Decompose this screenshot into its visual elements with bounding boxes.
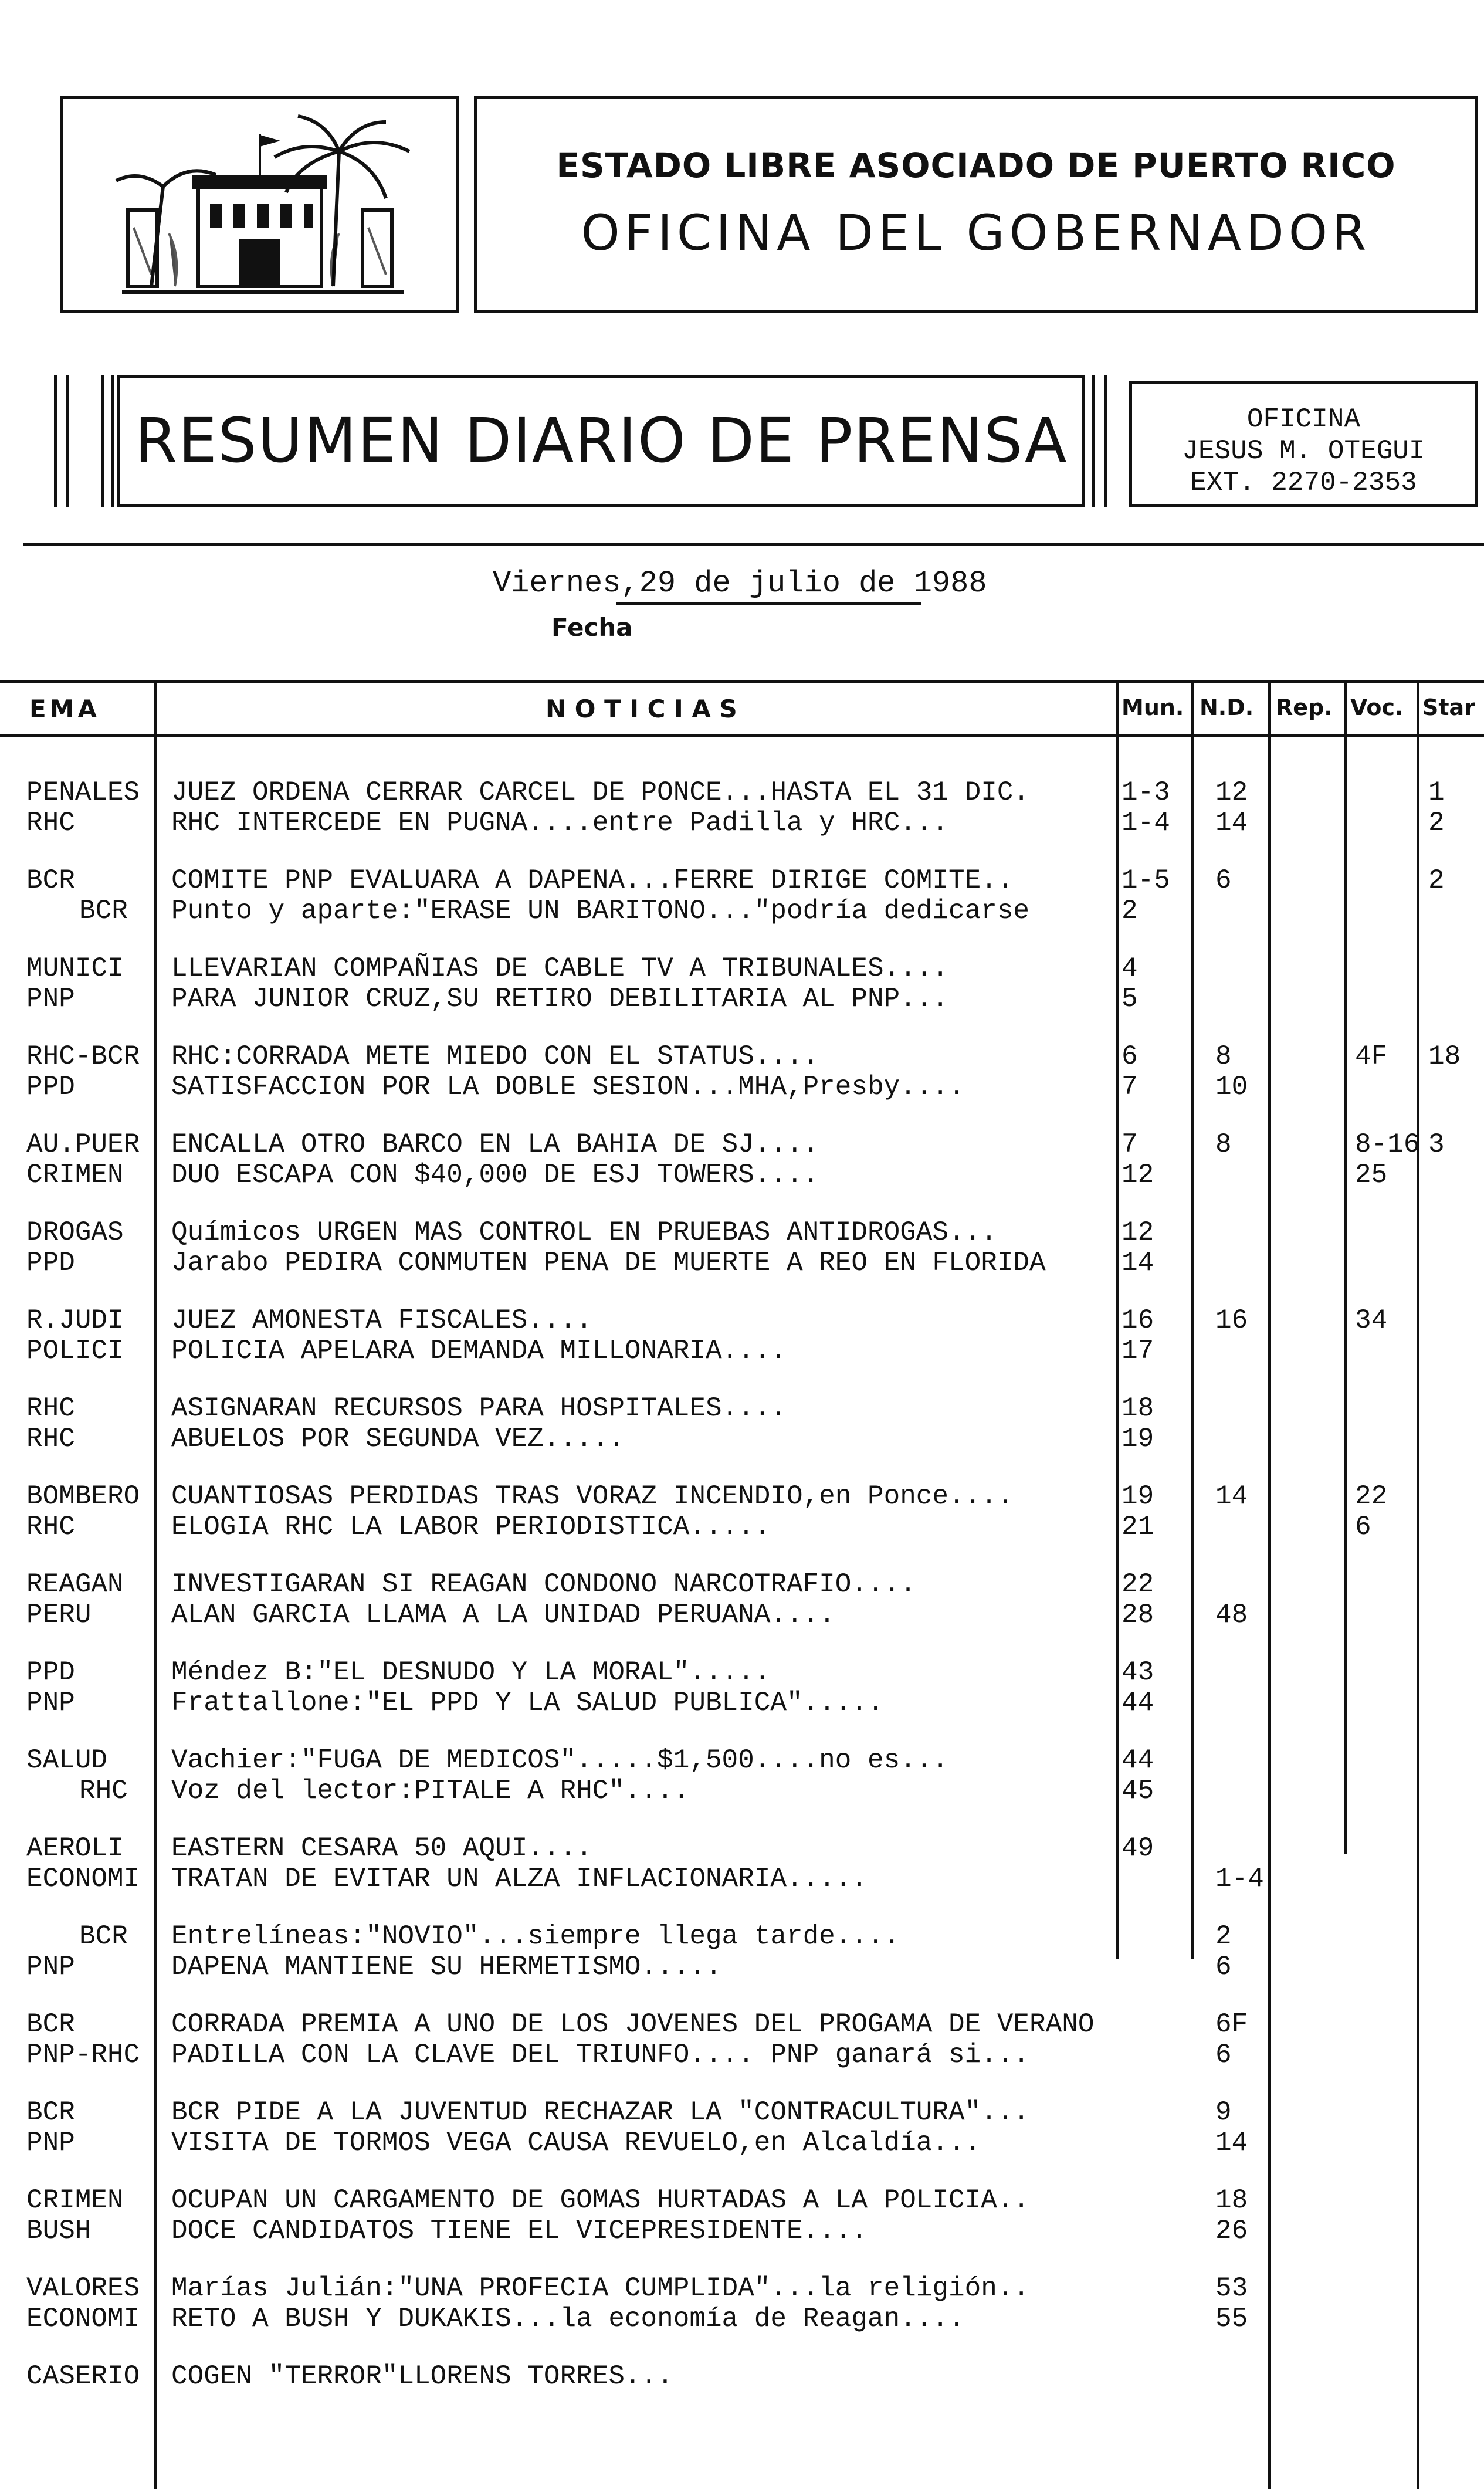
office-name: JESUS M. OTEGUI — [1182, 436, 1425, 466]
row-tema: PNP — [26, 1688, 75, 1718]
date-underline — [616, 602, 921, 605]
row-mun: 18 — [1122, 1393, 1154, 1424]
row-noticia: DOCE CANDIDATOS TIENE EL VICEPRESIDENTE.... — [171, 2216, 868, 2246]
table-row — [0, 1424, 1484, 1455]
row-mun: 2 — [1122, 896, 1138, 926]
banner-rule-left-3 — [101, 375, 104, 507]
banner-rule-left-2 — [66, 375, 69, 507]
row-nd: 1-4 — [1215, 1864, 1264, 1894]
row-nd: 6 — [1215, 1952, 1232, 1982]
row-tema: BCR — [26, 2009, 75, 2040]
row-tema: BCR — [79, 896, 128, 926]
table-row — [0, 1600, 1484, 1631]
row-tema: POLICI — [26, 1336, 124, 1366]
row-noticia: POLICIA APELARA DEMANDA MILLONARIA.... — [171, 1336, 787, 1366]
table-row — [0, 2216, 1484, 2247]
row-mun: 12 — [1122, 1160, 1154, 1190]
letterhead-line2: OFICINA DEL GOBERNADOR — [581, 204, 1371, 262]
row-noticia: Químicos URGEN MAS CONTROL EN PRUEBAS ANTIDROGAS... — [171, 1217, 997, 1248]
row-tema: ECONOMI — [26, 2304, 140, 2334]
table-row — [0, 2273, 1484, 2305]
row-noticia: VISITA DE TORMOS VEGA CAUSA REVUELO,en Alcaldía... — [171, 2128, 981, 2158]
row-nd: 10 — [1215, 1072, 1248, 1102]
row-nd: 18 — [1215, 2185, 1248, 2216]
row-mun: 4 — [1122, 953, 1138, 984]
row-tema: PNP-RHC — [26, 2040, 140, 2070]
row-mun: 7 — [1122, 1129, 1138, 1160]
row-mun: 17 — [1122, 1336, 1154, 1366]
row-mun: 28 — [1122, 1600, 1154, 1630]
table-row — [0, 1688, 1484, 1719]
row-mun: 19 — [1122, 1424, 1154, 1454]
row-nd: 14 — [1215, 808, 1248, 838]
row-noticia: Voz del lector:PITALE A RHC".... — [171, 1776, 690, 1806]
row-mun: 16 — [1122, 1305, 1154, 1336]
row-voc: 4F — [1355, 1041, 1388, 1072]
row-mun: 12 — [1122, 1217, 1154, 1248]
row-nd: 8 — [1215, 1041, 1232, 1072]
column-header-rep: Rep. — [1276, 695, 1333, 720]
row-noticia: COGEN "TERROR"LLORENS TORRES... — [171, 2361, 673, 2392]
row-nd: 6 — [1215, 865, 1232, 896]
row-noticia: TRATAN DE EVITAR UN ALZA INFLACIONARIA..... — [171, 1864, 868, 1894]
column-header-noticias: N O T I C I A S — [546, 695, 737, 723]
row-tema: RHC — [26, 1393, 75, 1424]
table-row — [0, 2009, 1484, 2041]
table-row — [0, 808, 1484, 839]
table-row — [0, 777, 1484, 809]
row-tema: CRIMEN — [26, 2185, 124, 2216]
row-noticia: RETO A BUSH Y DUKAKIS...la economía de Reagan.... — [171, 2304, 965, 2334]
row-tema: RHC — [26, 1424, 75, 1454]
row-voc: 6 — [1355, 1512, 1371, 1542]
row-tema: DROGAS — [26, 1217, 124, 1248]
row-noticia: Marías Julián:"UNA PROFECIA CUMPLIDA"...la religión.. — [171, 2273, 1030, 2304]
row-mun: 43 — [1122, 1657, 1154, 1688]
row-tema: SALUD — [26, 1745, 108, 1776]
row-noticia: Vachier:"FUGA DE MEDICOS".....$1,500....no es... — [171, 1745, 949, 1776]
table-row — [0, 1921, 1484, 1953]
row-noticia: ALAN GARCIA LLAMA A LA UNIDAD PERUANA.... — [171, 1600, 835, 1630]
row-noticia: PARA JUNIOR CRUZ,SU RETIRO DEBILITARIA AL PNP... — [171, 984, 949, 1014]
banner-rule-left-4 — [111, 375, 114, 507]
banner-rule-right-2 — [1104, 375, 1107, 507]
row-noticia: ABUELOS POR SEGUNDA VEZ..... — [171, 1424, 625, 1454]
table-row — [0, 1512, 1484, 1543]
row-noticia: Entrelíneas:"NOVIO"...siempre llega tarde.... — [171, 1921, 900, 1952]
table-row — [0, 1776, 1484, 1807]
column-header-voc: Voc. — [1350, 695, 1404, 720]
row-tema: ECONOMI — [26, 1864, 140, 1894]
row-tema: REAGAN — [26, 1569, 124, 1600]
column-header-nd: N.D. — [1200, 695, 1254, 720]
row-nd: 53 — [1215, 2273, 1248, 2304]
banner-rule-right-1 — [1092, 375, 1095, 507]
row-tema: PPD — [26, 1248, 75, 1278]
column-header-star: Star — [1422, 695, 1475, 720]
date-label: Fecha — [551, 613, 633, 642]
row-star: 2 — [1428, 808, 1445, 838]
row-tema: PNP — [26, 2128, 75, 2158]
table-row — [0, 1336, 1484, 1367]
row-noticia: ASIGNARAN RECURSOS PARA HOSPITALES.... — [171, 1393, 787, 1424]
row-noticia: SATISFACCION POR LA DOBLE SESION...MHA,Presby.... — [171, 1072, 965, 1102]
office-extension: EXT. 2270-2353 — [1190, 468, 1417, 498]
row-noticia: Méndez B:"EL DESNUDO Y LA MORAL"..... — [171, 1657, 771, 1688]
row-mun: 21 — [1122, 1512, 1154, 1542]
table-row — [0, 1657, 1484, 1689]
table-top-rule — [0, 680, 1484, 683]
row-tema: PNP — [26, 1952, 75, 1982]
row-star: 1 — [1428, 777, 1445, 808]
table-row — [0, 1481, 1484, 1513]
seal-frame — [60, 96, 459, 313]
table-row — [0, 953, 1484, 985]
row-tema: BOMBERO — [26, 1481, 140, 1512]
table-row — [0, 1393, 1484, 1425]
row-voc: 22 — [1355, 1481, 1388, 1512]
row-tema: AU.PUER — [26, 1129, 140, 1160]
header-divider — [23, 543, 1484, 546]
row-noticia: ELOGIA RHC LA LABOR PERIODISTICA..... — [171, 1512, 771, 1542]
row-tema: PPD — [26, 1072, 75, 1102]
row-tema: PENALES — [26, 777, 140, 808]
row-nd: 48 — [1215, 1600, 1248, 1630]
row-nd: 14 — [1215, 1481, 1248, 1512]
row-tema: VALORES — [26, 2273, 140, 2304]
table-row — [0, 2040, 1484, 2071]
row-star: 3 — [1428, 1129, 1445, 1160]
row-tema: CASERIO — [26, 2361, 140, 2392]
title-box — [117, 375, 1085, 507]
row-mun: 44 — [1122, 1688, 1154, 1718]
row-noticia: EASTERN CESARA 50 AQUI.... — [171, 1833, 592, 1864]
row-mun: 1-5 — [1122, 865, 1170, 896]
office-box — [1129, 381, 1478, 507]
table-row — [0, 2128, 1484, 2159]
table-row — [0, 1952, 1484, 1983]
row-tema: MUNICI — [26, 953, 124, 984]
row-noticia: Jarabo PEDIRA CONMUTEN PENA DE MUERTE A REO EN FLORIDA — [171, 1248, 1046, 1278]
row-tema: CRIMEN — [26, 1160, 124, 1190]
table-row — [0, 896, 1484, 927]
row-mun: 5 — [1122, 984, 1138, 1014]
row-tema: PERU — [26, 1600, 92, 1630]
banner-rule-left-1 — [54, 375, 57, 507]
row-noticia: PADILLA CON LA CLAVE DEL TRIUNFO.... PNP ganará si... — [171, 2040, 1030, 2070]
table-row — [0, 1864, 1484, 1895]
row-star: 2 — [1428, 865, 1445, 896]
row-tema: RHC — [79, 1776, 128, 1806]
table-row — [0, 1160, 1484, 1191]
column-header-tema: EMA — [29, 695, 100, 723]
row-mun: 6 — [1122, 1041, 1138, 1072]
table-row — [0, 1248, 1484, 1279]
row-mun: 1-3 — [1122, 777, 1170, 808]
table-row — [0, 2185, 1484, 2217]
table-row — [0, 2097, 1484, 2129]
row-noticia: BCR PIDE A LA JUVENTUD RECHAZAR LA "CONTRACULTURA"... — [171, 2097, 1030, 2128]
row-tema: PPD — [26, 1657, 75, 1688]
row-nd: 16 — [1215, 1305, 1248, 1336]
row-noticia: RHC:CORRADA METE MIEDO CON EL STATUS.... — [171, 1041, 819, 1072]
row-mun: 49 — [1122, 1833, 1154, 1864]
table-row — [0, 1833, 1484, 1865]
row-nd: 55 — [1215, 2304, 1248, 2334]
row-noticia: Punto y aparte:"ERASE UN BARITONO..."podría dedicarse — [171, 896, 1030, 926]
table-row — [0, 1745, 1484, 1777]
row-nd: 6F — [1215, 2009, 1248, 2040]
fortaleza-seal-image — [63, 99, 456, 310]
row-tema: BUSH — [26, 2216, 92, 2246]
row-noticia: ENCALLA OTRO BARCO EN LA BAHIA DE SJ.... — [171, 1129, 819, 1160]
row-tema: BCR — [26, 865, 75, 896]
row-noticia: LLEVARIAN COMPAÑIAS DE CABLE TV A TRIBUNALES.... — [171, 953, 949, 984]
table-row — [0, 865, 1484, 897]
row-noticia: CUANTIOSAS PERDIDAS TRAS VORAZ INCENDIO,en Ponce.... — [171, 1481, 1014, 1512]
row-mun: 14 — [1122, 1248, 1154, 1278]
row-tema: R.JUDI — [26, 1305, 124, 1336]
table-row — [0, 2304, 1484, 2335]
row-noticia: COMITE PNP EVALUARA A DAPENA...FERRE DIRIGE COMITE.. — [171, 865, 1014, 896]
table-header-rule — [0, 734, 1484, 737]
table-row — [0, 2361, 1484, 2393]
row-noticia: Frattallone:"EL PPD Y LA SALUD PUBLICA"..... — [171, 1688, 884, 1718]
row-nd: 8 — [1215, 1129, 1232, 1160]
row-tema: PNP — [26, 984, 75, 1014]
column-header-mun: Mun. — [1122, 695, 1184, 720]
letterhead-title-box — [474, 96, 1478, 313]
row-mun: 45 — [1122, 1776, 1154, 1806]
row-tema: BCR — [79, 1921, 128, 1952]
row-nd: 14 — [1215, 2128, 1248, 2158]
row-tema: RHC — [26, 1512, 75, 1542]
row-voc: 8-16 — [1355, 1129, 1420, 1160]
row-noticia: CORRADA PREMIA A UNO DE LOS JOVENES DEL PROGAMA DE VERANO — [171, 2009, 1095, 2040]
row-nd: 6 — [1215, 2040, 1232, 2070]
row-nd: 2 — [1215, 1921, 1232, 1952]
row-star: 18 — [1428, 1041, 1461, 1072]
row-tema: RHC-BCR — [26, 1041, 140, 1072]
row-nd: 12 — [1215, 777, 1248, 808]
row-noticia: JUEZ ORDENA CERRAR CARCEL DE PONCE...HASTA EL 31 DIC. — [171, 777, 1030, 808]
row-noticia: JUEZ AMONESTA FISCALES.... — [171, 1305, 592, 1336]
row-voc: 34 — [1355, 1305, 1388, 1336]
row-mun: 19 — [1122, 1481, 1154, 1512]
row-noticia: DAPENA MANTIENE SU HERMETISMO..... — [171, 1952, 722, 1982]
row-mun: 7 — [1122, 1072, 1138, 1102]
row-mun: 1-4 — [1122, 808, 1170, 838]
table-row — [0, 1217, 1484, 1249]
table-row — [0, 984, 1484, 1015]
table-row — [0, 1072, 1484, 1103]
row-noticia: OCUPAN UN CARGAMENTO DE GOMAS HURTADAS A LA POLICIA.. — [171, 2185, 1030, 2216]
row-nd: 26 — [1215, 2216, 1248, 2246]
report-date: Viernes,29 de julio de 1988 — [493, 566, 987, 601]
page-title: RESUMEN DIARIO DE PRENSA — [134, 405, 1068, 476]
row-tema: BCR — [26, 2097, 75, 2128]
row-voc: 25 — [1355, 1160, 1388, 1190]
row-noticia: RHC INTERCEDE EN PUGNA....entre Padilla y HRC... — [171, 808, 949, 838]
row-tema: RHC — [26, 808, 75, 838]
table-row — [0, 1569, 1484, 1601]
table-row — [0, 1041, 1484, 1073]
row-mun: 44 — [1122, 1745, 1154, 1776]
office-label: OFICINA — [1246, 404, 1361, 435]
row-nd: 9 — [1215, 2097, 1232, 2128]
table-row — [0, 1129, 1484, 1161]
row-noticia: INVESTIGARAN SI REAGAN CONDONO NARCOTRAFIO.... — [171, 1569, 916, 1600]
row-tema: AEROLI — [26, 1833, 124, 1864]
row-mun: 22 — [1122, 1569, 1154, 1600]
table-row — [0, 1305, 1484, 1337]
letterhead-line1: ESTADO LIBRE ASOCIADO DE PUERTO RICO — [556, 145, 1396, 185]
row-noticia: DUO ESCAPA CON $40,000 DE ESJ TOWERS.... — [171, 1160, 819, 1190]
